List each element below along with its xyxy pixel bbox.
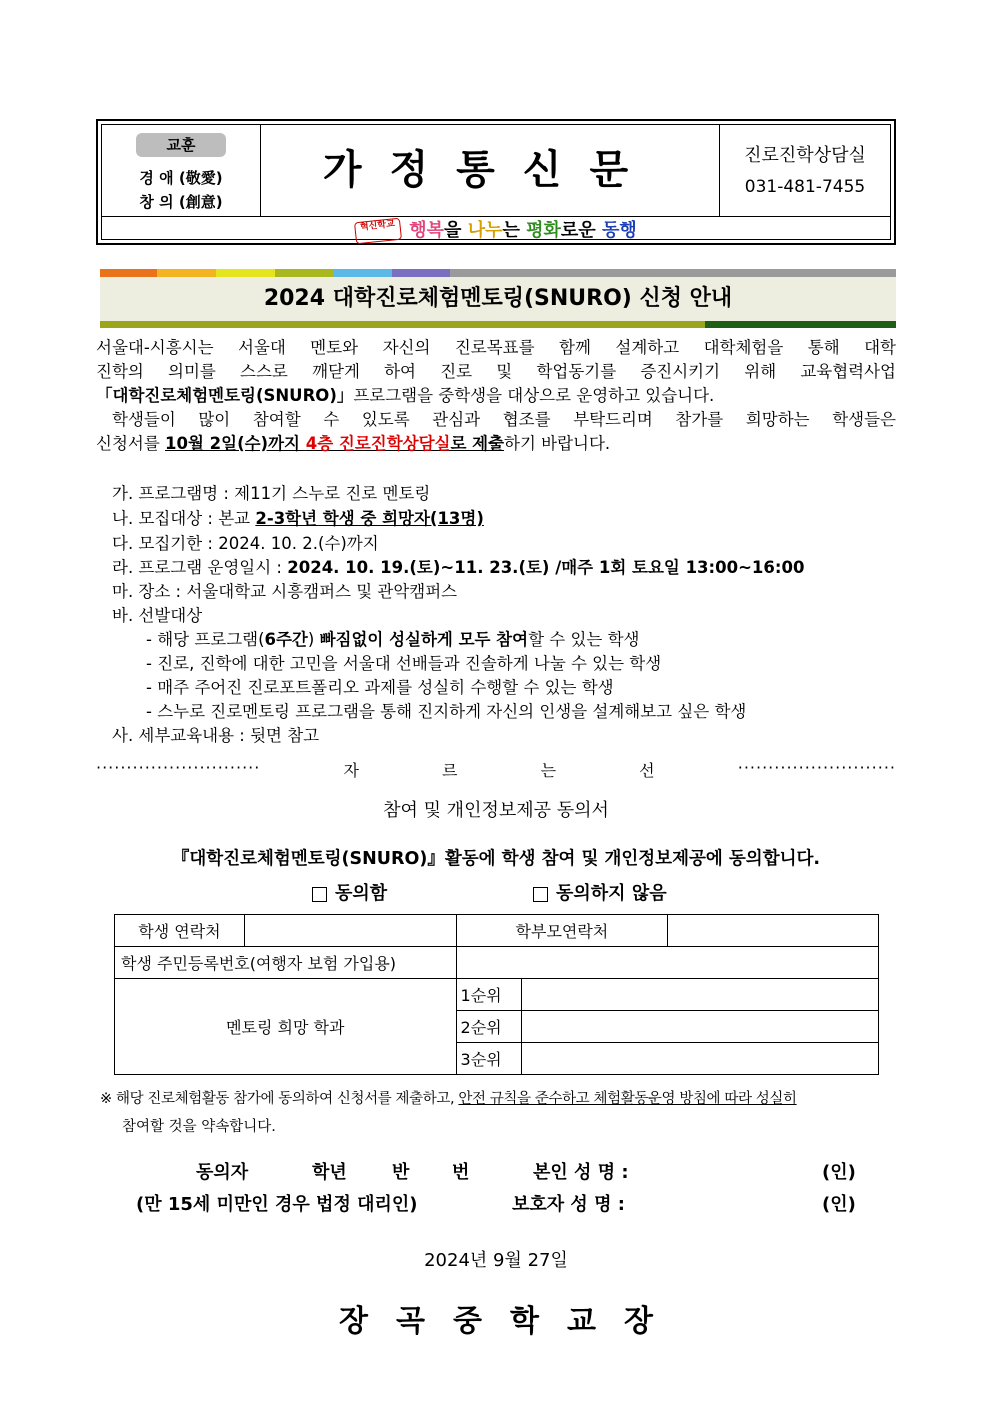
mentoring-dept-label: 멘토링 희망 학과 <box>115 979 457 1075</box>
note-mark: ※ <box>100 1091 112 1107</box>
color-stripe <box>100 269 896 277</box>
note-a: 해당 진로체험활동 참가에 동의하여 신청서를 제출하고, <box>115 1091 459 1107</box>
intro-line-4: 학생들이 많이 참여할 수 있도록 관심과 협조를 부탁드리며 참가를 희망하는 학생들은 <box>112 410 896 429</box>
slogan-segment-2: 나누 <box>467 220 503 241</box>
cut-char-4: 선 <box>639 761 655 780</box>
program-name-bold: 「대학진로체험멘토링(SNURO)」 <box>96 386 354 405</box>
stripe-segment-5 <box>392 269 450 277</box>
consent-title: 참여 및 개인정보제공 동의서 <box>383 800 609 821</box>
disagree-option[interactable] <box>533 879 667 905</box>
resident-number-label: 학생 주민등록번호(여행자 보험 가입용) <box>115 947 457 979</box>
slogan-row <box>102 216 890 239</box>
item-schedule-label: 라. 프로그램 운영일시 : <box>112 558 288 577</box>
resident-number-field[interactable] <box>456 947 878 979</box>
cut-char-2: 르 <box>442 761 458 780</box>
item-target-value: 2-3학년 학생 중 희망자(13명) <box>255 509 484 528</box>
item-schedule <box>112 554 804 578</box>
grade-label: 학년 <box>312 1162 347 1183</box>
disagree-label: 동의하지 않음 <box>556 883 667 904</box>
sel1-a: - 해당 프로그램( <box>146 630 265 649</box>
stripe-segment-0 <box>100 269 157 277</box>
intro-line-3 <box>96 384 896 408</box>
innovation-school-stamp: 혁신학교 <box>354 218 402 245</box>
deadline-date: 10월 2일(수)까지 <box>165 434 300 453</box>
selection-4: - 스누로 진로멘토링 프로그램을 통해 진지하게 자신의 인생을 설계해보고 싶은 학생 <box>146 702 747 721</box>
slogan-segment-4: 평화 <box>526 220 561 241</box>
rank-1-label: 1순위 <box>456 979 522 1011</box>
application-form <box>114 914 879 1075</box>
stripe-segment-2 <box>216 269 275 277</box>
seal-mark-1: (인) <box>822 1162 856 1183</box>
cut-dots-left: ··························· <box>96 758 261 777</box>
item-selection: 바. 선발대상 <box>112 606 203 625</box>
note-line-2: 참여할 것을 약속합니다. <box>122 1119 276 1135</box>
stripe-segment-1 <box>157 269 216 277</box>
rank-2-field[interactable] <box>522 1011 879 1043</box>
deadline-text <box>165 434 504 453</box>
agree-option[interactable] <box>312 879 387 905</box>
legal-rep-label: (만 15세 미만인 경우 법정 대리인) <box>136 1194 418 1215</box>
item-deadline: 다. 모집기한 : 2024. 10. 2.(수)까지 <box>112 534 379 553</box>
intro-line-3-rest: 프로그램을 중학생을 대상으로 운영하고 있습니다. <box>353 386 715 405</box>
sel1-b: 6주간 <box>264 630 308 649</box>
motto-line-2: 창 의 (創意) <box>139 193 223 211</box>
rank-3-label: 3순위 <box>456 1043 522 1075</box>
principal-title: 장곡중학교장 <box>339 1304 681 1339</box>
item-target-label: 나. 모집대상 : 본교 <box>112 509 256 528</box>
motto-badge: 교훈 <box>136 133 226 157</box>
cut-char-3: 는 <box>540 761 557 780</box>
consent-statement: 『대학진로체험멘토링(SNURO)』활동에 학생 참여 및 개인정보제공에 동의합니다. <box>171 849 821 869</box>
contact-info <box>719 125 890 216</box>
rank-2-label: 2순위 <box>456 1011 522 1043</box>
rank-3-field[interactable] <box>522 1043 879 1075</box>
stripe-segment-3 <box>275 269 333 277</box>
guardian-name-label: 보호자 성 명 : <box>512 1194 625 1215</box>
item-target <box>112 505 484 529</box>
class-label: 반 <box>392 1162 410 1183</box>
intro-line-2: 진학의 의미를 스스로 깨닫게 하여 진로 및 학업동기를 증진시키기 위해 교육협력사업 <box>96 362 896 381</box>
consenter-label: 동의자 <box>196 1162 249 1183</box>
submit-text: 로 제출 <box>450 434 505 453</box>
office-phone: 031-481-7455 <box>744 177 866 197</box>
item-program-name: 가. 프로그램명 : 제11기 스누로 진로 멘토링 <box>112 484 431 503</box>
document-title: 2024 대학진로체험멘토링(SNURO) 신청 안내 <box>100 277 896 321</box>
slogan-segment-6: 동행 <box>601 220 637 241</box>
cut-dots-right: ·························· <box>737 758 896 777</box>
newsletter-title: 가정통신문 <box>322 147 657 193</box>
school-motto <box>102 125 261 216</box>
sel1-c: ) <box>307 630 320 649</box>
parent-contact-field[interactable] <box>668 915 879 947</box>
intro-line-5 <box>96 432 896 456</box>
sel1-e: 할 수 있는 학생 <box>528 630 640 649</box>
item-details: 사. 세부교육내용 : 뒷면 참고 <box>112 726 320 745</box>
stripe-segment-6 <box>450 269 896 277</box>
selection-2: - 진로, 진학에 대한 고민을 서울대 선배들과 진솔하게 나눌 수 있는 학생 <box>146 654 662 673</box>
stripe-segment-4 <box>333 269 392 277</box>
parent-contact-label: 학부모연락처 <box>456 915 668 947</box>
motto-line-1: 경 애 (敬愛) <box>139 169 223 187</box>
sel1-d: 빠짐없이 성실하게 모두 참여 <box>319 630 529 649</box>
note-b: 안전 규칙을 준수하고 체험활동운영 방침에 따라 성실히 <box>458 1091 797 1107</box>
student-contact-field[interactable] <box>244 915 456 947</box>
seal-mark-2: (인) <box>822 1194 856 1215</box>
issue-date: 2024년 9월 27일 <box>424 1250 568 1271</box>
student-contact-label: 학생 연락처 <box>115 915 245 947</box>
office-name: 진로진학상담실 <box>744 145 866 166</box>
slogan-segment-1: 을 <box>444 220 468 241</box>
item-location: 마. 장소 : 서울대학교 시흥캠퍼스 및 관악캠퍼스 <box>112 582 458 601</box>
agree-checkbox[interactable] <box>312 887 327 902</box>
slogan-segment-3: 는 <box>502 220 527 241</box>
slogan <box>409 220 636 241</box>
selection-1 <box>146 626 639 650</box>
item-schedule-value: 2024. 10. 19.(토)~11. 23.(토) /매주 1회 토요일 13:00~16:00 <box>287 558 805 577</box>
agree-label: 동의함 <box>335 883 388 904</box>
cut-line <box>96 758 896 781</box>
cut-char-1: 자 <box>343 761 359 780</box>
selection-3: - 매주 주어진 진로포트폴리오 과제를 성실히 수행할 수 있는 학생 <box>146 678 614 697</box>
intro-5e: 하기 바랍니다. <box>504 434 611 453</box>
number-label: 번 <box>452 1162 470 1183</box>
newsletter-header <box>96 119 896 245</box>
rank-1-field[interactable] <box>522 979 879 1011</box>
self-name-label: 본인 성 명 : <box>533 1162 629 1183</box>
title-underbar <box>100 321 896 328</box>
intro-line-1: 서울대-시흥시는 서울대 멘토와 자신의 진로목표를 함께 설계하고 대학체험을 통해 대학 <box>96 338 896 357</box>
disagree-checkbox[interactable] <box>533 887 548 902</box>
note-line-1 <box>100 1087 900 1108</box>
submit-location: 4층 진로진학상담실 <box>305 434 451 453</box>
slogan-segment-0: 행복 <box>409 220 445 241</box>
slogan-segment-5: 로운 <box>560 220 602 241</box>
intro-5a: 신청서를 <box>96 434 166 453</box>
